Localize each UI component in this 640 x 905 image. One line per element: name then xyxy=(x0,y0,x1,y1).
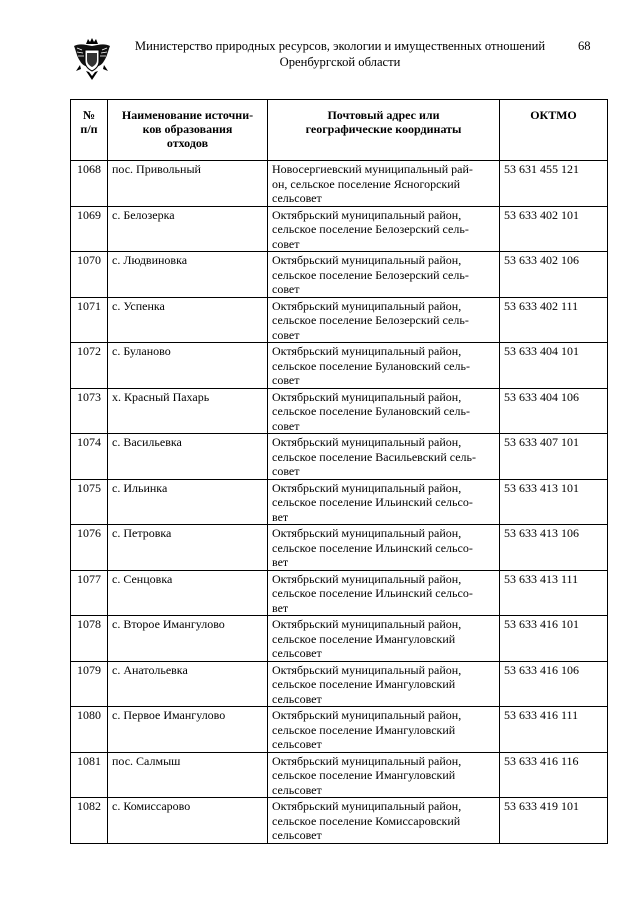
table-header-row xyxy=(71,100,608,161)
address-cell: Октябрьский муниципальный район, сельское поселение Белозерский сель- совет xyxy=(268,297,500,343)
row-number: 1070 xyxy=(71,252,108,298)
oktmo-code: 53 633 413 111 xyxy=(500,570,608,616)
row-number: 1069 xyxy=(71,206,108,252)
table-row xyxy=(71,297,608,343)
ministry-name: Министерство природных ресурсов, экологии и имущественных отношений xyxy=(134,39,546,53)
table-row xyxy=(71,479,608,525)
table-row xyxy=(71,525,608,571)
oktmo-code: 53 633 404 106 xyxy=(500,388,608,434)
table-row xyxy=(71,707,608,753)
row-number: 1078 xyxy=(71,616,108,662)
source-name: пос. Салмыш xyxy=(108,752,268,798)
address-cell: Октябрьский муниципальный район, сельское поселение Ильинский сельсо- вет xyxy=(268,570,500,616)
row-number: 1073 xyxy=(71,388,108,434)
oktmo-code: 53 633 416 106 xyxy=(500,661,608,707)
page-number: 68 xyxy=(578,39,591,53)
oktmo-code: 53 631 455 121 xyxy=(500,161,608,207)
source-name: с. Петровка xyxy=(108,525,268,571)
source-name: пос. Привольный xyxy=(108,161,268,207)
oktmo-code: 53 633 413 106 xyxy=(500,525,608,571)
column-header-address: Почтовый адрес или географические координаты xyxy=(268,100,500,161)
row-number: 1079 xyxy=(71,661,108,707)
table-row xyxy=(71,616,608,662)
source-name: с. Первое Имангулово xyxy=(108,707,268,753)
address-cell: Октябрьский муниципальный район, сельское поселение Белозерский сель- совет xyxy=(268,206,500,252)
table-row xyxy=(71,206,608,252)
oktmo-code: 53 633 402 101 xyxy=(500,206,608,252)
source-name: с. Ильинка xyxy=(108,479,268,525)
source-name: с. Людвиновка xyxy=(108,252,268,298)
address-cell: Октябрьский муниципальный район, сельское поселение Имангуловский сельсовет xyxy=(268,707,500,753)
row-number: 1068 xyxy=(71,161,108,207)
address-cell: Октябрьский муниципальный район, сельское поселение Васильевский сель- совет xyxy=(268,434,500,480)
table-row xyxy=(71,434,608,480)
source-name: х. Красный Пахарь xyxy=(108,388,268,434)
address-cell: Октябрьский муниципальный район, сельское поселение Имангуловский сельсовет xyxy=(268,661,500,707)
oktmo-code: 53 633 416 111 xyxy=(500,707,608,753)
address-cell: Октябрьский муниципальный район, сельское поселение Имангуловский сельсовет xyxy=(268,752,500,798)
oktmo-code: 53 633 416 101 xyxy=(500,616,608,662)
oktmo-code: 53 633 419 101 xyxy=(500,798,608,844)
row-number: 1074 xyxy=(71,434,108,480)
column-header-number: № п/п xyxy=(71,100,108,161)
source-name: с. Буланово xyxy=(108,343,268,389)
source-name: с. Васильевка xyxy=(108,434,268,480)
column-header-oktmo: ОКТМО xyxy=(500,100,608,161)
oktmo-code: 53 633 402 106 xyxy=(500,252,608,298)
row-number: 1080 xyxy=(71,707,108,753)
row-number: 1071 xyxy=(71,297,108,343)
table-row xyxy=(71,388,608,434)
table-row xyxy=(71,252,608,298)
address-cell: Октябрьский муниципальный район, сельское поселение Ильинский сельсо- вет xyxy=(268,525,500,571)
row-number: 1082 xyxy=(71,798,108,844)
address-cell: Октябрьский муниципальный район, сельское поселение Комиссаровский сельсовет xyxy=(268,798,500,844)
document-header xyxy=(120,38,560,70)
row-number: 1076 xyxy=(71,525,108,571)
coat-of-arms-icon xyxy=(72,37,112,81)
source-name: с. Анатольевка xyxy=(108,661,268,707)
table-row xyxy=(71,661,608,707)
table-row xyxy=(71,161,608,207)
source-name: с. Белозерка xyxy=(108,206,268,252)
column-header-source-name: Наименование источни- ков образования отходов xyxy=(108,100,268,161)
region-name: Оренбургской области xyxy=(279,55,401,69)
address-cell: Новосергиевский муниципальный рай- он, сельское поселение Ясногорский сельсовет xyxy=(268,161,500,207)
source-name: с. Успенка xyxy=(108,297,268,343)
address-cell: Октябрьский муниципальный район, сельское поселение Булановский сель- совет xyxy=(268,343,500,389)
row-number: 1077 xyxy=(71,570,108,616)
address-cell: Октябрьский муниципальный район, сельское поселение Белозерский сель- совет xyxy=(268,252,500,298)
oktmo-code: 53 633 407 101 xyxy=(500,434,608,480)
table-row xyxy=(71,570,608,616)
table-row xyxy=(71,343,608,389)
table-row xyxy=(71,752,608,798)
oktmo-code: 53 633 416 116 xyxy=(500,752,608,798)
row-number: 1081 xyxy=(71,752,108,798)
row-number: 1072 xyxy=(71,343,108,389)
source-name: с. Комиссарово xyxy=(108,798,268,844)
oktmo-code: 53 633 402 111 xyxy=(500,297,608,343)
row-number: 1075 xyxy=(71,479,108,525)
address-cell: Октябрьский муниципальный район, сельское поселение Ильинский сельсо- вет xyxy=(268,479,500,525)
address-cell: Октябрьский муниципальный район, сельское поселение Булановский сель- совет xyxy=(268,388,500,434)
oktmo-code: 53 633 404 101 xyxy=(500,343,608,389)
table-row xyxy=(71,798,608,844)
source-name: с. Второе Имангулово xyxy=(108,616,268,662)
waste-sources-table xyxy=(70,99,608,844)
address-cell: Октябрьский муниципальный район, сельское поселение Имангуловский сельсовет xyxy=(268,616,500,662)
source-name: с. Сенцовка xyxy=(108,570,268,616)
oktmo-code: 53 633 413 101 xyxy=(500,479,608,525)
